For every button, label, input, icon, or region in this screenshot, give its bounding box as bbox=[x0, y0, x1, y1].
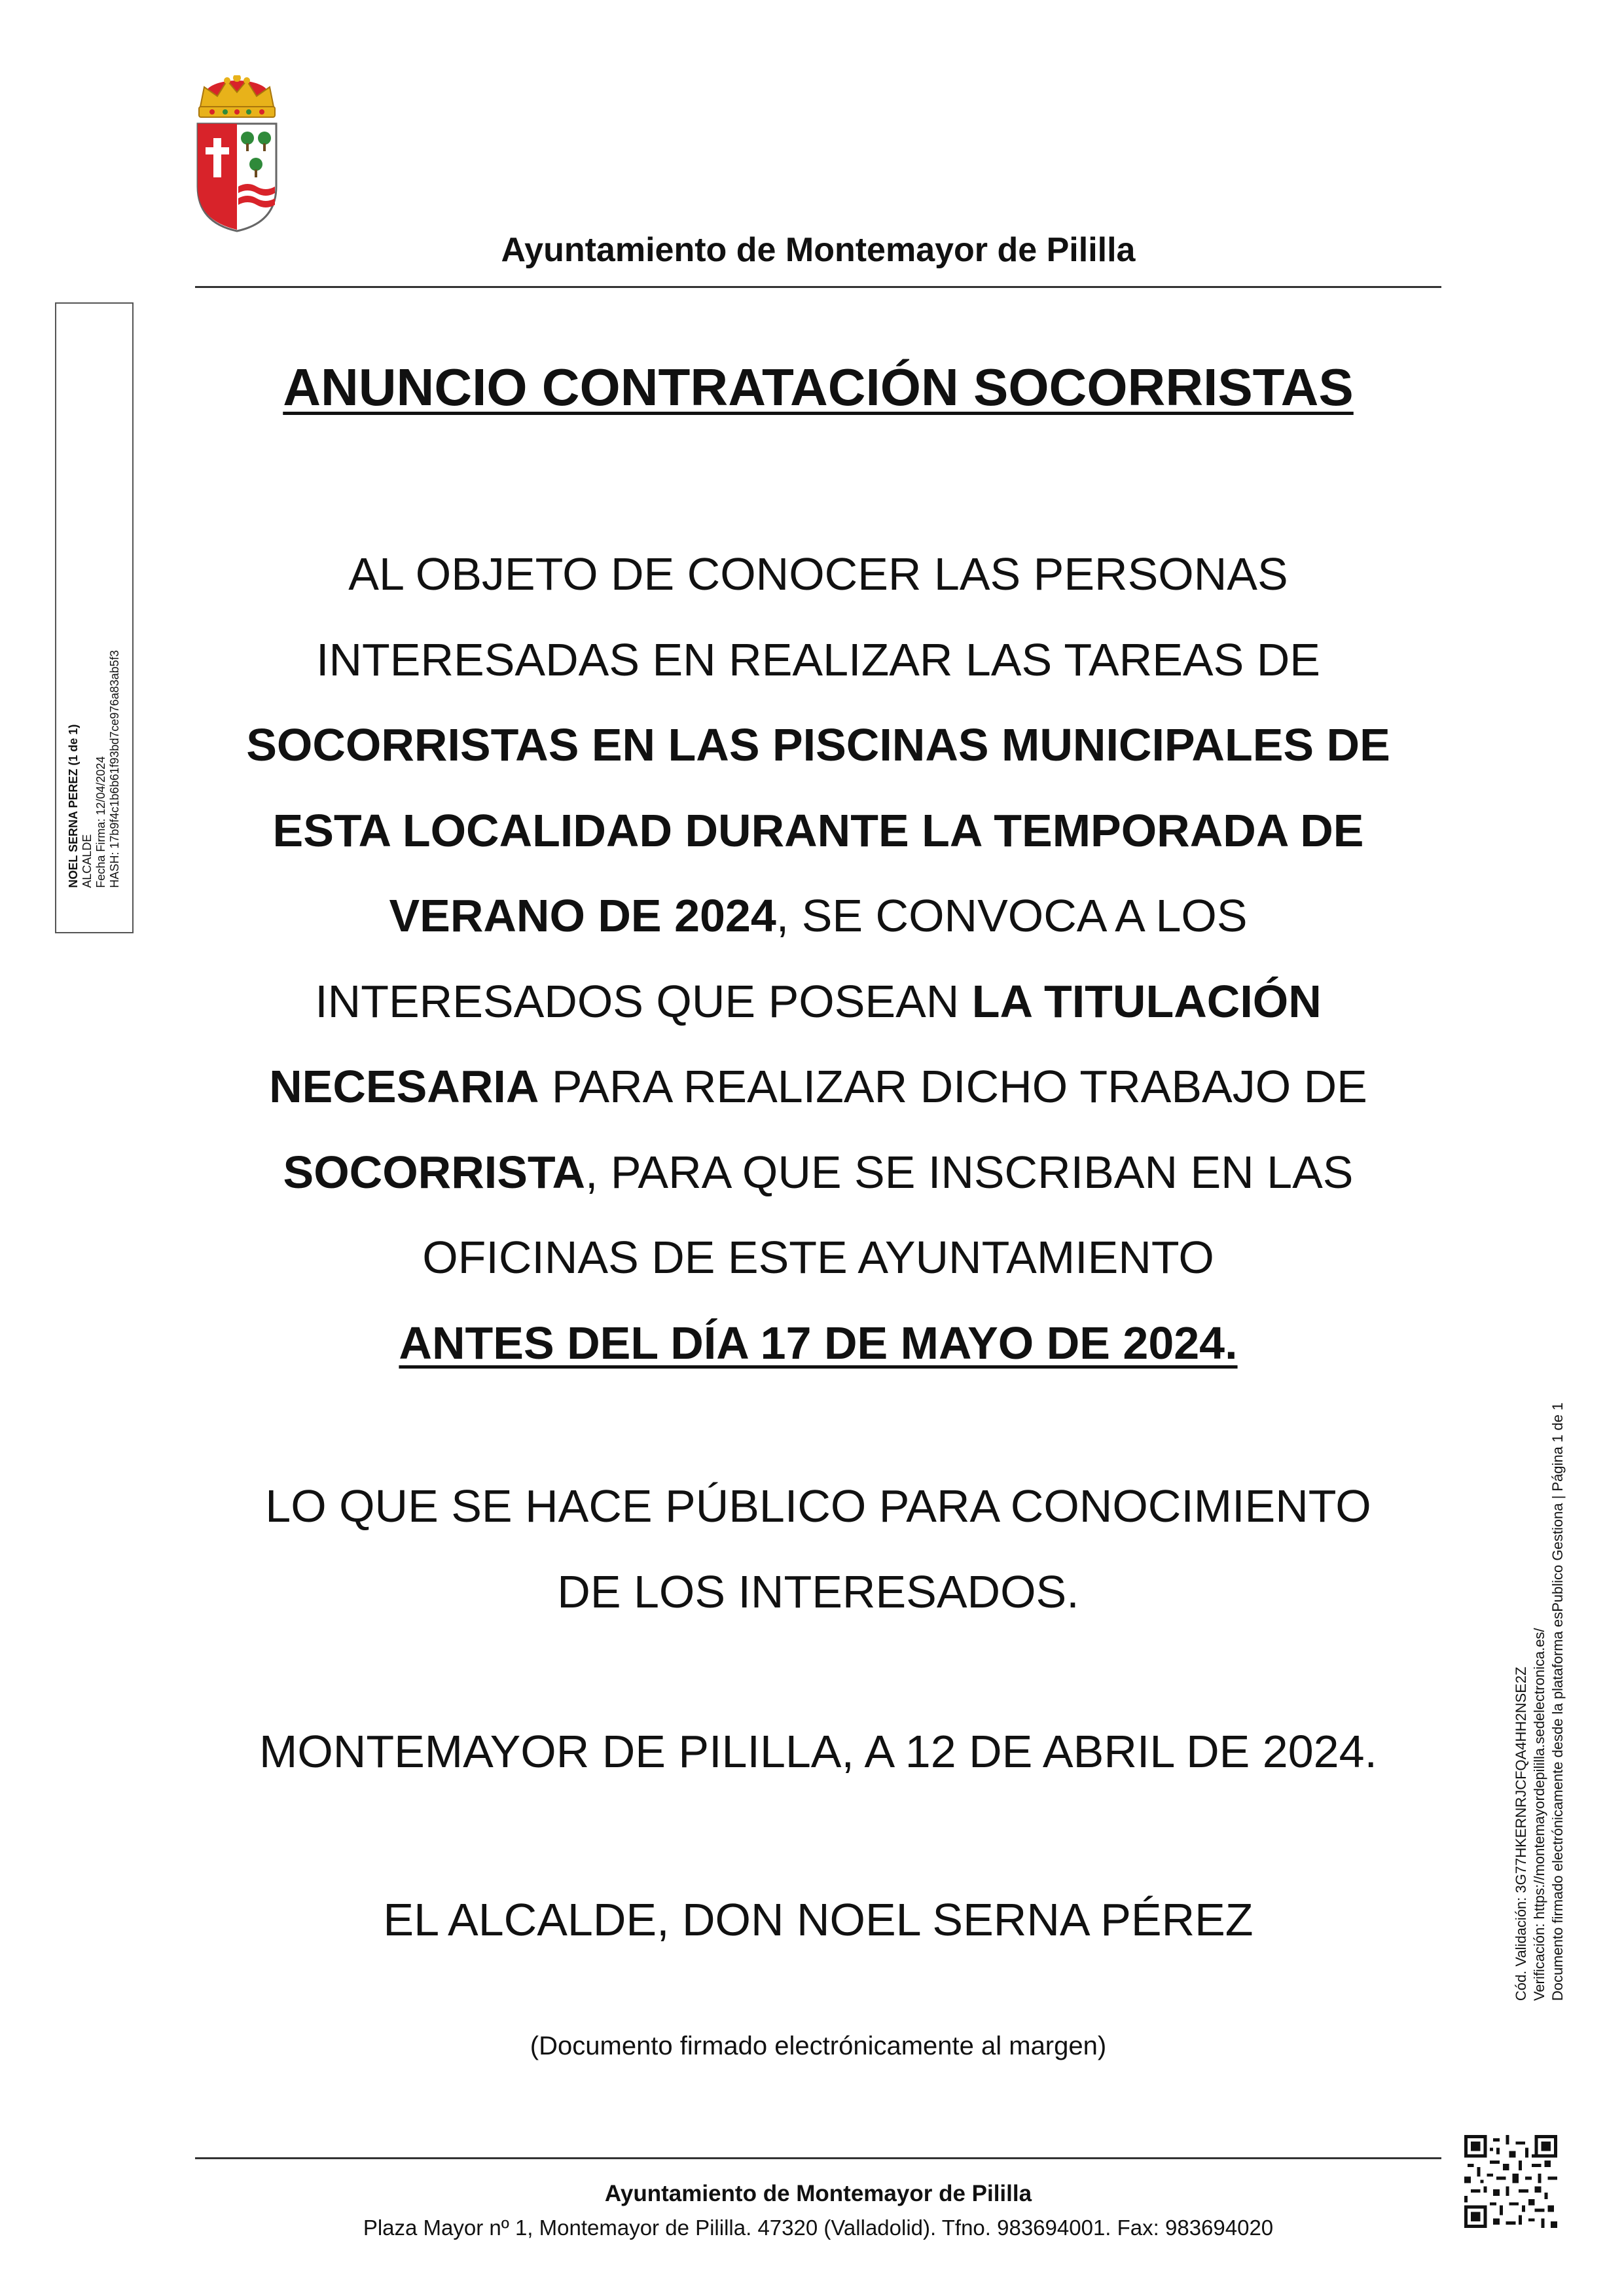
body-line bbox=[196, 617, 1440, 703]
body-line bbox=[196, 873, 1440, 959]
body-text-bold: VERANO DE 2024 bbox=[389, 890, 776, 941]
body-text: AL OBJETO DE CONOCER LAS PERSONAS bbox=[348, 548, 1288, 600]
body-line bbox=[196, 1130, 1440, 1215]
body-line bbox=[196, 702, 1440, 788]
signatory: EL ALCALDE, DON NOEL SERNA PÉREZ bbox=[383, 1894, 1254, 1945]
deadline-text: ANTES DEL DÍA 17 DE MAYO DE 2024. bbox=[399, 1317, 1238, 1369]
body-line bbox=[196, 788, 1440, 874]
body-line bbox=[196, 531, 1440, 617]
body-text: , SE CONVOCA A LOS bbox=[776, 890, 1248, 941]
place-and-date: MONTEMAYOR DE PILILLA, A 12 DE ABRIL DE 2024. bbox=[259, 1726, 1377, 1777]
electronic-signature-note: (Documento firmado electrónicamente al margen) bbox=[530, 2032, 1107, 2060]
header-divider bbox=[195, 286, 1441, 288]
body-line bbox=[196, 1215, 1440, 1300]
body-text: , PARA QUE SE INSCRIBAN EN LAS bbox=[585, 1146, 1354, 1198]
public-notice bbox=[196, 1463, 1440, 1634]
body-text: OFICINAS DE ESTE AYUNTAMIENTO bbox=[422, 1232, 1214, 1283]
body-text: INTERESADAS EN REALIZAR LAS TAREAS DE bbox=[316, 634, 1320, 685]
qr-code-icon[interactable] bbox=[1464, 2135, 1557, 2228]
body-line bbox=[196, 959, 1440, 1045]
platform-note: Documento firmado electrónicamente desde la plataforma esPublico Gestiona | Página 1 de 1 bbox=[1549, 1402, 1566, 2001]
stamp-signer: NOEL SERNA PEREZ (1 de 1) bbox=[67, 724, 80, 888]
body-text: INTERESADOS QUE POSEAN bbox=[315, 975, 972, 1027]
footer-divider bbox=[195, 2157, 1441, 2159]
body-text: PARA REALIZAR DICHO TRABAJO DE bbox=[539, 1061, 1367, 1112]
footer-org-name: Ayuntamiento de Montemayor de Pililla bbox=[604, 2181, 1032, 2206]
body-text-bold: NECESARIA bbox=[269, 1061, 539, 1112]
validation-code: Cód. Validación: 3G77HKERNRJCFQA4HH2NSE2Z bbox=[1513, 1666, 1529, 2001]
body-text-bold: SOCORRISTA bbox=[283, 1146, 585, 1198]
body-text-bold: ESTA LOCALIDAD DURANTE LA TEMPORADA DE bbox=[272, 804, 1364, 856]
header-org-name: Ayuntamiento de Montemayor de Pililla bbox=[501, 231, 1136, 269]
body-text-bold: SOCORRISTAS EN LAS PISCINAS MUNICIPALES DE bbox=[246, 719, 1390, 770]
announcement-body bbox=[196, 531, 1440, 1386]
body-line bbox=[196, 1300, 1440, 1386]
verification-url[interactable]: Verificación: https://montemayordepililla.sedelectronica.es/ bbox=[1531, 1628, 1547, 2001]
public-notice-line: LO QUE SE HACE PÚBLICO PARA CONOCIMIENTO bbox=[265, 1480, 1371, 1532]
stamp-hash: HASH: 17b9f4c1b6b61f93bd7ce976a83ab5f3 bbox=[108, 650, 121, 888]
body-text-bold: LA TITULACIÓN bbox=[971, 975, 1322, 1027]
public-notice-line: DE LOS INTERESADOS. bbox=[557, 1566, 1079, 1617]
stamp-role: ALCALDE bbox=[81, 834, 94, 888]
document-title: ANUNCIO CONTRATACIÓN SOCORRISTAS bbox=[283, 358, 1354, 416]
stamp-date: Fecha Firma: 12/04/2024 bbox=[94, 756, 107, 888]
municipal-crest bbox=[191, 75, 283, 232]
footer-address: Plaza Mayor nº 1, Montemayor de Pililla. 47320 (Valladolid). Tfno. 983694001. Fax: 983694020 bbox=[363, 2215, 1274, 2240]
body-line bbox=[196, 1044, 1440, 1130]
